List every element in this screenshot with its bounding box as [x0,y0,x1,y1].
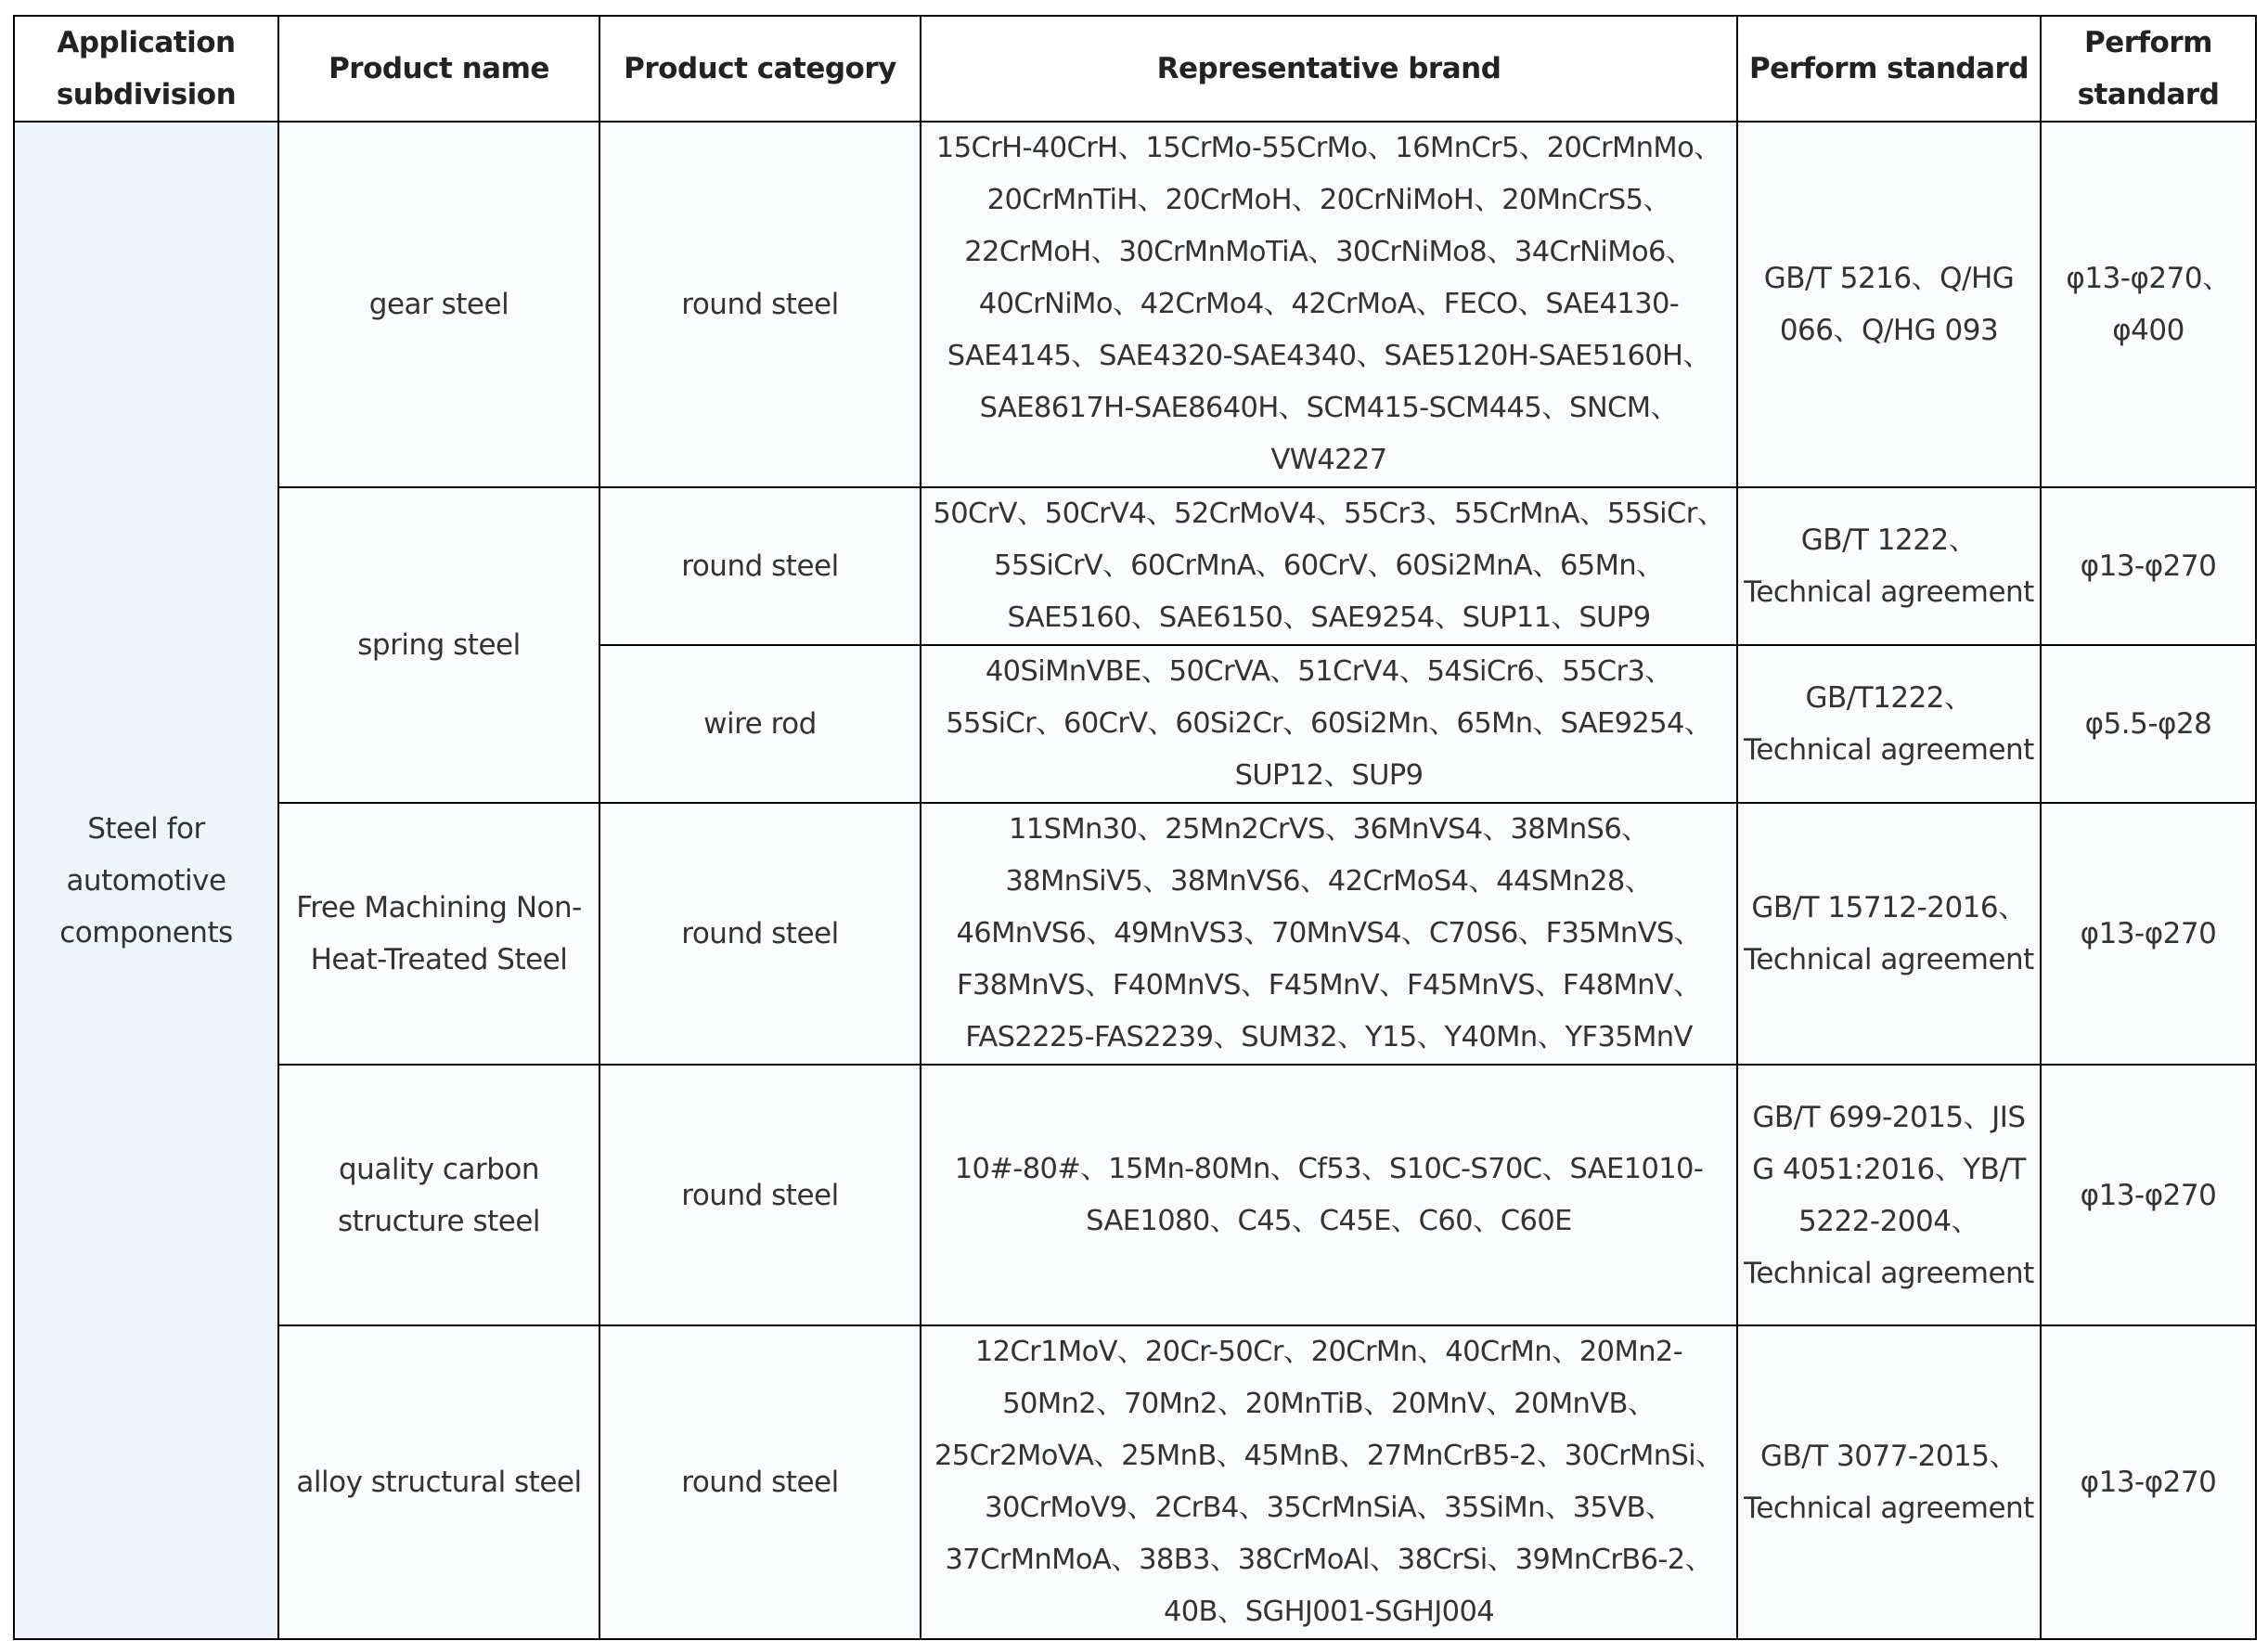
product-spec-table-frame [13,15,2257,1640]
cell-perform-standard: GB/T 699-2015、JIS G 4051:2016、YB/T 5222-2004、Technical agreement [1737,1065,2041,1325]
product-spec-table [13,15,2257,1640]
cell-perform-standard: GB/T 3077-2015、Technical agreement [1737,1325,2041,1639]
cell-product-category: wire rod [599,645,921,803]
cell-spec-range: φ13-φ270、φ400 [2041,122,2256,487]
table-row-gear-steel [14,122,2256,487]
header-product-category: Product category [599,16,921,122]
cell-product-category: round steel [599,487,921,645]
header-row [14,16,2256,122]
table-row-free-machining [14,803,2256,1065]
cell-representative-brand: 11SMn30、25Mn2CrVS、36MnVS4、38MnS6、38MnSiV5、38MnVS6、42CrMoS4、44SMn28、46MnVS6、49MnVS3、70MnVS4、C70S6、F35MnVS、F38MnVS、F40MnVS、F45MnV、F45MnVS、F48MnV、FAS2225-FAS2239、SUM32、Y15、Y40Mn、YF35MnV [921,803,1737,1065]
header-product-name: Product name [278,16,599,122]
cell-perform-standard: GB/T1222、Technical agreement [1737,645,2041,803]
table-row-spring-steel-round [14,487,2256,645]
cell-spec-range: φ13-φ270 [2041,803,2256,1065]
cell-representative-brand: 50CrV、50CrV4、52CrMoV4、55Cr3、55CrMnA、55SiCr、55SiCrV、60CrMnA、60CrV、60Si2MnA、65Mn、SAE5160、SAE6150、SAE9254、SUP11、SUP9 [921,487,1737,645]
header-representative-brand: Representative brand [921,16,1737,122]
cell-perform-standard: GB/T 1222、Technical agreement [1737,487,2041,645]
table-row-alloy-structural [14,1325,2256,1639]
cell-representative-brand: 12Cr1MoV、20Cr-50Cr、20CrMn、40CrMn、20Mn2-50Mn2、70Mn2、20MnTiB、20MnV、20MnVB、25Cr2MoVA、25MnB、45MnB、27MnCrB5-2、30CrMnSi、30CrMoV9、2CrB4、35CrMnSiA、35SiMn、35VB、37CrMnMoA、38B3、38CrMoAl、38CrSi、39MnCrB6-2、40B、SGHJ001-SGHJ004 [921,1325,1737,1639]
cell-product-category: round steel [599,1325,921,1639]
table-row-quality-carbon [14,1065,2256,1325]
cell-representative-brand: 40SiMnVBE、50CrVA、51CrV4、54SiCr6、55Cr3、55SiCr、60CrV、60Si2Cr、60Si2Mn、65Mn、SAE9254、SUP12、SUP9 [921,645,1737,803]
cell-product-name: spring steel [278,487,599,803]
cell-spec-range: φ5.5-φ28 [2041,645,2256,803]
cell-product-category: round steel [599,803,921,1065]
cell-product-name: gear steel [278,122,599,487]
cell-product-name: quality carbon structure steel [278,1065,599,1325]
cell-perform-standard: GB/T 15712-2016、Technical agreement [1737,803,2041,1065]
cell-perform-standard: GB/T 5216、Q/HG 066、Q/HG 093 [1737,122,2041,487]
cell-product-category: round steel [599,1065,921,1325]
cell-product-name: Free Machining Non-Heat-Treated Steel [278,803,599,1065]
header-perform-standard-spec: Perform standard [2041,16,2256,122]
header-application-subdivision: Application subdivision [14,16,278,122]
cell-spec-range: φ13-φ270 [2041,487,2256,645]
cell-product-name: alloy structural steel [278,1325,599,1639]
cell-spec-range: φ13-φ270 [2041,1325,2256,1639]
cell-spec-range: φ13-φ270 [2041,1065,2256,1325]
cell-representative-brand: 10#-80#、15Mn-80Mn、Cf53、S10C-S70C、SAE1010-SAE1080、C45、C45E、C60、C60E [921,1065,1737,1325]
cell-product-category: round steel [599,122,921,487]
cell-application-subdivision: Steel for automotive components [14,122,278,1639]
header-perform-standard: Perform standard [1737,16,2041,122]
cell-representative-brand: 15CrH-40CrH、15CrMo-55CrMo、16MnCr5、20CrMnMo、20CrMnTiH、20CrMoH、20CrNiMoH、20MnCrS5、22CrMoH、30CrMnMoTiA、30CrNiMo8、34CrNiMo6、40CrNiMo、42CrMo4、42CrMoA、FECO、SAE4130-SAE4145、SAE4320-SAE4340、SAE5120H-SAE5160H、SAE8617H-SAE8640H、SCM415-SCM445、SNCM、VW4227 [921,122,1737,487]
